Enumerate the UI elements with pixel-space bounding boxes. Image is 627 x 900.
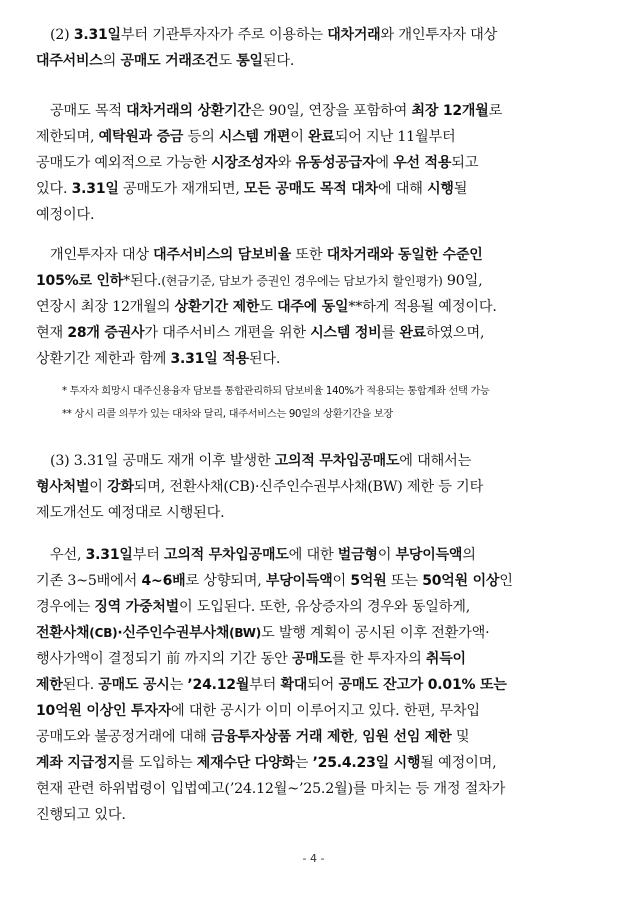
text-run: 예정이다.	[36, 207, 95, 223]
bold-text-run: 제재수단 다양화	[196, 755, 295, 771]
footnote-2: ** 상시 리콜 의무가 있는 대차와 달리, 대주서비스는 90일의 상환기간을 보장	[62, 409, 393, 420]
bold-text-run: 공매도 공시	[98, 677, 170, 693]
text-run: 의	[102, 53, 121, 69]
text-line	[36, 202, 592, 228]
bold-text-run: 시장조성자	[211, 155, 278, 171]
bold-text-run: 징역 가중처벌	[94, 599, 179, 615]
text-run: 진행되고 있다.	[36, 807, 126, 823]
text-run: 현재	[36, 325, 68, 341]
bold-text-run: 통일	[236, 53, 263, 69]
text-run: 경우에는	[36, 599, 95, 615]
bold-text-run: 형사처벌	[36, 479, 90, 495]
text-run: 를	[381, 325, 400, 341]
bold-text-run: (CB)	[89, 626, 118, 640]
bold-text-run: 3.31일 적용	[170, 351, 249, 367]
text-run: 상환기간 제한과 함께	[36, 351, 171, 367]
bold-text-run: 105%로 인하	[36, 273, 124, 289]
text-run: 하였으며,	[425, 325, 485, 341]
section-3-heading-paragraph	[36, 448, 592, 526]
penalties-paragraph	[36, 542, 592, 828]
bold-text-run: ’24.12월	[187, 677, 250, 693]
text-run: 에 대한	[288, 547, 338, 563]
text-run: 되고	[451, 155, 479, 171]
text-line	[36, 294, 592, 320]
text-line	[36, 724, 592, 750]
bold-text-run: 3.31일	[85, 547, 133, 563]
text-run: 부터	[132, 547, 165, 563]
bold-text-run: 28개 증권사	[67, 325, 145, 341]
text-line	[36, 698, 592, 724]
text-run: 이	[377, 547, 396, 563]
text-run: 되어 지난 11월부터	[334, 129, 456, 145]
text-run: *된다.	[123, 273, 162, 289]
text-run: 된다.	[62, 677, 99, 693]
bold-text-run: 공매도 거래조건	[120, 53, 219, 69]
text-run: 도 발행 계획이 공시된 이후 전환가액·	[261, 625, 490, 641]
bold-text-run: (BW)	[229, 626, 262, 640]
text-run: 로 상향되며,	[185, 573, 266, 589]
text-line	[36, 802, 592, 828]
text-run: 공매도가 재개되면,	[118, 181, 244, 197]
text-line	[36, 346, 592, 372]
section-2-heading-paragraph	[36, 22, 592, 74]
text-line	[36, 672, 592, 698]
text-line	[36, 448, 592, 474]
text-line	[36, 268, 592, 294]
text-run: 등의	[183, 129, 219, 145]
collateral-ratio-paragraph	[36, 242, 592, 372]
bold-text-run: 부당이득액	[265, 573, 333, 589]
text-line	[36, 750, 592, 776]
bold-text-run: 10억원 이상인 투자자	[36, 703, 172, 719]
text-line	[36, 568, 592, 594]
text-run: 가 대주서비스 개편을 위한	[144, 325, 311, 341]
text-run: 의	[462, 547, 476, 563]
text-line	[36, 320, 592, 346]
text-line	[36, 48, 592, 74]
bold-text-run: 금융투자상품 거래 제한	[211, 729, 354, 745]
text-run: 된다.	[262, 53, 295, 69]
bold-text-run: 신주인수권부사채	[122, 625, 230, 641]
text-run: 될	[453, 181, 468, 197]
bold-text-run: 상환기간 제한	[174, 299, 260, 315]
footnote-1: * 투자자 희망시 대주신용융자 담보를 통합관리하되 담보비율 140%가 적용되는 통합계좌 선택 가능	[62, 386, 490, 397]
text-run: (3) 3.31일 공매도 재개 이후 발생한	[50, 453, 275, 469]
bold-text-run: 대주서비스	[36, 53, 103, 69]
text-run: 이	[332, 573, 351, 589]
bold-text-run: 3.31일	[71, 181, 119, 197]
text-run: 이	[89, 479, 108, 495]
bold-text-run: 50억원 이상	[422, 573, 500, 589]
text-run: 공매도가 예외적으로 가능한	[36, 155, 211, 171]
text-run: 제도개선도 예정대로 시행된다.	[36, 505, 225, 521]
text-run: 또는	[386, 573, 423, 589]
bold-text-run: 5억원	[350, 573, 387, 589]
text-run: 부터 기관투자자가 주로 이용하는	[120, 27, 328, 43]
text-run: 공매도 목적	[50, 103, 127, 119]
bold-text-run: 대주에 동일	[277, 299, 349, 315]
text-run: 이 도입된다. 또한, 유상증자의 경우와 동일하게,	[178, 599, 471, 615]
text-run: (2)	[50, 27, 74, 43]
text-run: 우선,	[50, 547, 86, 563]
small-text-run: (현금기준, 담보가 증권인 경우에는 담보가치 할인평가)	[161, 274, 443, 288]
bold-text-run: 대차거래의 상환기간	[126, 103, 251, 119]
bold-text-run: 임원 선임 제한	[362, 729, 452, 745]
page-number: - 4 -	[302, 852, 325, 865]
text-run: 와 개인투자자 대상	[380, 27, 498, 43]
text-line	[36, 176, 592, 202]
bold-text-run: 강화	[107, 479, 134, 495]
text-run: 있다.	[36, 181, 72, 197]
text-run: 되며, 전환사채(CB)·신주인수권부사채(BW) 제한 등 기타	[133, 479, 484, 495]
text-line	[36, 124, 592, 150]
text-line	[36, 474, 592, 500]
text-run: 를 도입하는	[120, 755, 197, 771]
bold-text-run: ·	[117, 625, 123, 641]
bold-text-run: 4~6배	[141, 573, 186, 589]
text-run: 90일,	[442, 273, 483, 289]
text-run: 현재 관련 하위법령이 입법예고(’24.12월~’25.2월)를 마치는 등 개정 절차가	[36, 781, 506, 797]
text-line	[36, 620, 592, 646]
bold-text-run: 공매도 잔고가 0.01% 또는	[338, 677, 507, 693]
text-run: 와	[277, 155, 296, 171]
bold-text-run: 시스템 정비	[310, 325, 382, 341]
text-line	[36, 776, 592, 802]
bold-text-run: 제한	[36, 677, 63, 693]
bold-text-run: 시스템 개편	[218, 129, 291, 145]
bold-text-run: ’25.4.23일 시행	[312, 755, 421, 771]
bold-text-run: 3.31일	[73, 27, 121, 43]
bold-text-run: 대차거래	[327, 27, 381, 43]
text-run: 제한되며,	[36, 129, 99, 145]
text-run: 기존 3~5배에서	[36, 573, 142, 589]
bold-text-run: 공매도	[291, 651, 332, 667]
text-line	[36, 646, 592, 672]
text-run: 도	[218, 53, 237, 69]
text-run: 된다.	[248, 351, 281, 367]
text-run: 는	[169, 677, 188, 693]
text-line	[36, 500, 592, 526]
bold-text-run: 우선 적용	[393, 155, 452, 171]
bold-text-run: 완료	[399, 325, 426, 341]
text-run: 인	[499, 573, 513, 589]
text-run: ,	[353, 729, 363, 745]
text-run: 개인투자자 대상	[50, 247, 154, 263]
bold-text-run: 유동성공급자	[295, 155, 376, 171]
text-run: 에 대해서는	[399, 453, 472, 469]
text-run: 또한	[291, 247, 327, 263]
text-line	[36, 242, 592, 268]
bold-text-run: 대주서비스의 담보비율	[153, 247, 292, 263]
text-line	[36, 22, 592, 48]
text-run: 를 한 투자자의	[331, 651, 426, 667]
text-run: 공매도와 불공정거래에 대해	[36, 729, 211, 745]
text-run: 에 대한 공시가 이미 이루어지고 있다. 한편, 무차입	[171, 703, 480, 719]
text-run: 에 대해	[377, 181, 428, 197]
text-line	[36, 150, 592, 176]
text-run: 되어	[307, 677, 339, 693]
bold-text-run: 최장 12개월	[411, 103, 489, 119]
text-run: **하게 적용될 예정이다.	[348, 299, 497, 315]
short-sale-loan-paragraph	[36, 98, 592, 228]
text-run: 은 90일, 연장을 포함하여	[250, 103, 412, 119]
bold-text-run: 모든 공매도 목적 대차	[244, 181, 378, 197]
text-run: 행사가액이 결정되기 前 까지의 기간 동안	[36, 651, 292, 667]
text-line	[36, 98, 592, 124]
bold-text-run: 완료	[308, 129, 335, 145]
text-run: 이	[290, 129, 309, 145]
text-run: 될 예정이며,	[420, 755, 497, 771]
bold-text-run: 시행	[427, 181, 454, 197]
bold-text-run: 고의적 무차입공매도	[164, 547, 289, 563]
text-run: 로	[488, 103, 503, 119]
bold-text-run: 취득이	[425, 651, 466, 667]
bold-text-run: 벌금형	[337, 547, 378, 563]
bold-text-run: 전환사채	[36, 625, 90, 641]
text-run: 는	[294, 755, 313, 771]
bold-text-run: 고의적 무차입공매도	[274, 453, 400, 469]
text-line	[36, 542, 592, 568]
bold-text-run: 부당이득액	[395, 547, 463, 563]
text-run: 부터	[249, 677, 281, 693]
text-run: 도	[259, 299, 278, 315]
bold-text-run: 대차거래와 동일한 수준인	[326, 247, 483, 263]
bold-text-run: 예탁원과 증금	[98, 129, 184, 145]
text-line	[36, 594, 592, 620]
bold-text-run: 확대	[280, 677, 308, 693]
text-run: 연장시 최장 12개월의	[36, 299, 175, 315]
text-run: 에	[375, 155, 394, 171]
bold-text-run: 계좌 지급정지	[36, 755, 121, 771]
text-run: 및	[451, 729, 470, 745]
